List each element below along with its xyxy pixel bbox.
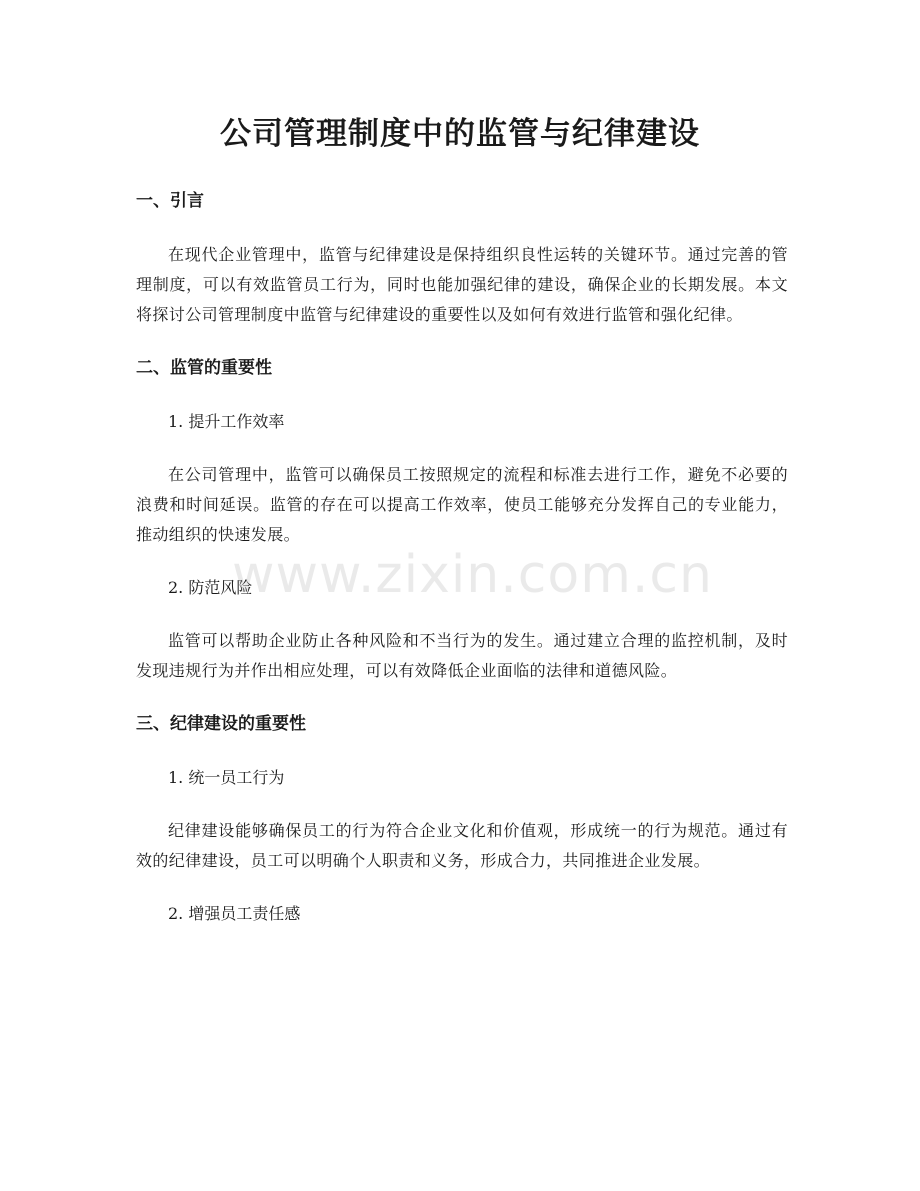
subsection-label: 1. 统一员工行为	[168, 768, 285, 787]
intro-paragraph: 在现代企业管理中，监管与纪律建设是保持组织良性运转的关键环节。通过完善的管理制度，可以有效监管员工行为，同时也能加强纪律的建设，确保企业的长期发展。本文将探讨公司管理制度中监管与纪律建设的重要性以及如何有效进行监管和强化纪律。	[136, 245, 788, 324]
subsection-label: 2. 增强员工责任感	[168, 904, 301, 923]
subsection-paragraph: 在公司管理中，监管可以确保员工按照规定的流程和标准去进行工作，避免不必要的浪费和时间延误。监管的存在可以提高工作效率，使员工能够充分发挥自己的专业能力，推动组织的快速发展。	[136, 465, 788, 544]
subsection-label: 1. 提升工作效率	[168, 412, 285, 431]
section-heading-supervision: 二、监管的重要性	[136, 358, 272, 378]
document-title: 公司管理制度中的监管与纪律建设	[220, 116, 700, 152]
subsection-paragraph: 纪律建设能够确保员工的行为符合企业文化和价值观，形成统一的行为规范。通过有效的纪律建设，员工可以明确个人职责和义务，形成合力，共同推进企业发展。	[136, 821, 788, 870]
section-heading-discipline: 三、纪律建设的重要性	[136, 714, 306, 734]
subsection-paragraph: 监管可以帮助企业防止各种风险和不当行为的发生。通过建立合理的监控机制，及时发现违规行为并作出相应处理，可以有效降低企业面临的法律和道德风险。	[136, 631, 788, 680]
subsection-label: 2. 防范风险	[168, 578, 253, 597]
document-body	[136, 186, 788, 952]
section-heading-intro: 一、引言	[136, 191, 204, 211]
watermark: www.zixin.com.cn	[232, 545, 713, 605]
